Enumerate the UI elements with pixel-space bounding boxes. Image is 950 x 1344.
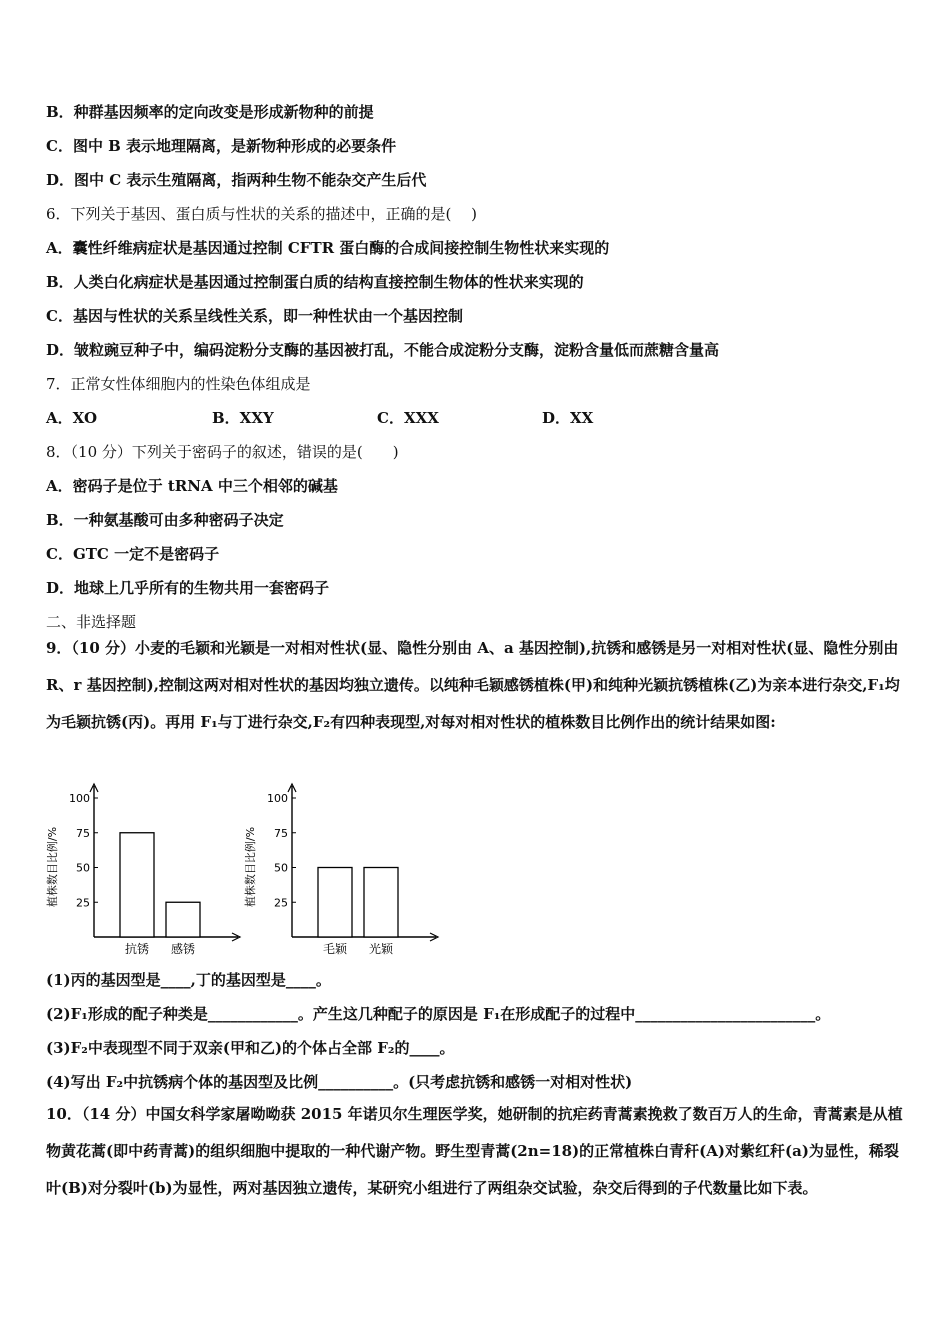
question-9-part-1: (1)丙的基因型是____,丁的基因型是____。 [46,971,331,989]
question-6-stem: 6．下列关于基因、蛋白质与性状的关系的描述中，正确的是( ) [46,205,478,223]
section-heading-non-choice: 二、非选择题 [46,613,137,631]
bar [318,868,352,938]
y-axis-label: 植株数目比例/% [46,826,59,908]
question-8-option-a: A．密码子是位于 tRNA 中三个相邻的碱基 [46,477,338,495]
chart-rust-resistance-svg [46,782,246,957]
question-9-part-3: (3)F₂中表现型不同于双亲(甲和乙)的个体占全部 F₂的____。 [46,1039,455,1057]
question-7-option-a: A．XO [46,409,98,427]
option-b-speciation: B．种群基因频率的定向改变是形成新物种的前提 [46,103,374,121]
question-6-option-d: D．皱粒豌豆种子中，编码淀粉分支酶的基因被打乱，不能合成淀粉分支酶，淀粉含量低而蔗糖含量高 [46,341,720,359]
bar [166,902,200,937]
x-category-label: 毛颖 [322,942,348,956]
question-6-option-a: A．囊性纤维病症状是基因通过控制 CFTR 蛋白酶的合成间接控制生物性状来实现的 [46,239,610,257]
x-category-label: 抗锈 [124,942,150,956]
y-tick-label: 25 [76,896,90,910]
option-d-reproductive-isolation: D．图中 C 表示生殖隔离，指两种生物不能杂交产生后代 [46,171,427,189]
bar [120,833,154,937]
y-tick-label: 50 [76,861,90,875]
chart-rust-resistance [46,782,246,961]
question-7-option-c: C．XXX [377,409,439,427]
y-tick-label: 100 [69,792,90,805]
x-category-label: 光颖 [368,942,394,956]
question-9-part-4: (4)写出 F₂中抗锈病个体的基因型及比例__________。(只考虑抗锈和感锈一对相对性状) [46,1073,633,1091]
question-7-option-d: D．XX [542,409,594,427]
question-8-option-d: D．地球上几乎所有的生物共用一套密码子 [46,579,330,597]
question-6-option-c: C．基因与性状的关系呈线性关系，即一种性状由一个基因控制 [46,307,463,325]
y-tick-label: 50 [274,861,288,875]
y-tick-label: 75 [274,826,288,840]
question-10-stem: 10．（14 分）中国女科学家屠呦呦获 2015 年诺贝尔生理医学奖，她研制的抗疟药青蒿素挽救了数百万人的生命，青蒿素是从植物黄花蒿(即中药青蒿)的组织细胞中提取的一种代谢产物。野生型青蒿(2n=18)的正常植株白青秆(A)对紫红秆(a)为显性，稀裂叶(B)对分裂叶(b)为显性，两对基因独立遗传，某研究小组进行了两组杂交试验，杂交后得到的子代数量比如下表。 [46,1105,903,1197]
x-category-label: 感锈 [170,942,196,956]
y-tick-label: 100 [267,792,288,805]
y-tick-label: 75 [76,826,90,840]
y-tick-label: 25 [274,896,288,910]
question-8-option-c: C．GTC 一定不是密码子 [46,545,220,563]
bar [364,868,398,938]
question-9-stem: 9．（10 分）小麦的毛颖和光颖是一对相对性状(显、隐性分别由 A、a 基因控制),抗锈和感锈是另一对相对性状(显、隐性分别由 R、r 基因控制),控制这两对相对性状的基因均独立遗传。以纯种毛颖感锈植株(甲)和纯种光颖抗锈植株(乙)为亲本进行杂交,F₁均为毛颖抗锈(丙)。再用 F₁与丁进行杂交,F₂有四种表现型,对每对相对性状的植株数目比例作出的统计结果如图: [46,639,900,731]
question-6-option-b: B．人类白化病症状是基因通过控制蛋白质的结构直接控制生物体的性状来实现的 [46,273,584,291]
chart-glume-type-svg [244,782,444,957]
option-c-geographic-isolation: C．图中 B 表示地理隔离，是新物种形成的必要条件 [46,137,397,155]
question-7-option-b: B．XXY [212,409,274,427]
question-8-stem: 8．（10 分）下列关于密码子的叙述，错误的是( ) [46,443,399,461]
question-8-option-b: B．一种氨基酸可由多种密码子决定 [46,511,284,529]
chart-glume-type [244,782,444,961]
question-9-part-2: (2)F₁形成的配子种类是____________。产生这几种配子的原因是 F₁在形成配子的过程中________________________。 [46,1005,831,1023]
question-7-stem: 7．正常女性体细胞内的性染色体组成是 [46,375,311,393]
y-axis-label: 植株数目比例/% [244,826,257,908]
